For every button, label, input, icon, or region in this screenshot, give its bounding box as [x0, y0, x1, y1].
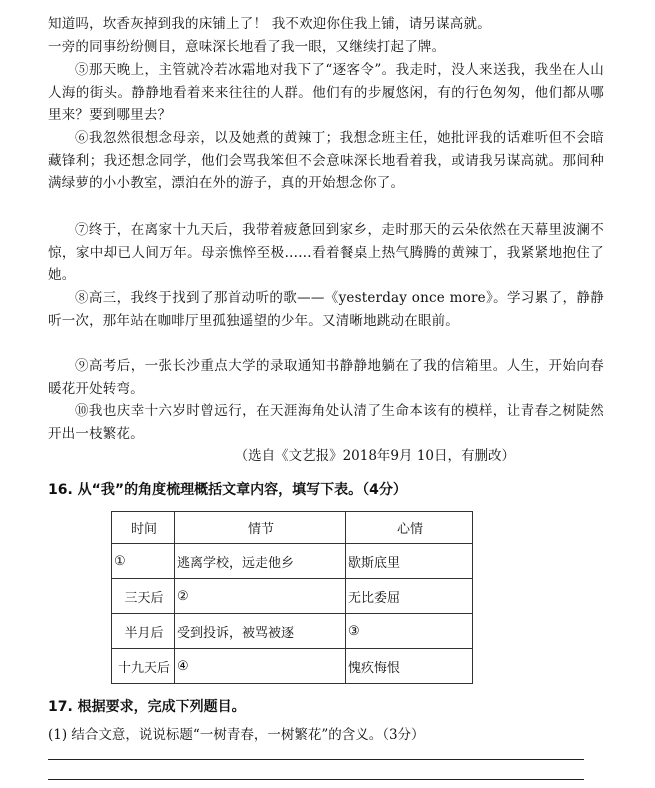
- table-row: [112, 649, 473, 684]
- table-cell: 歇斯底里: [346, 544, 473, 579]
- question-17-sub1: (1) 结合文意，说说标题“一树青春，一树繁花”的含义。（3分）: [48, 727, 425, 743]
- table-row: [112, 579, 473, 614]
- table-cell: 逃离学校，远走他乡: [175, 544, 346, 579]
- answer-line-2[interactable]: [48, 779, 584, 780]
- table-header-row: [112, 512, 473, 544]
- cell-blank-2[interactable]: ②: [175, 579, 346, 614]
- passage-line-1: 知道吗，坎香灰掉到我的床铺上了！ 我不欢迎你住我上铺，请另谋高就。: [48, 16, 491, 32]
- paragraph-7: ⑦终于，在离家十九天后，我带着疲惫回到家乡，走时那天的云朵依然在天幕里波澜不惊，家中却已人间万年。母亲憔悴至极……看着餐桌上热气腾腾的黄辣丁，我紧紧地抱住了她。: [48, 222, 604, 284]
- table-cell: 三天后: [112, 579, 175, 614]
- source-note: （选自《文艺报》2018年9月 10日，有删改）: [234, 448, 515, 464]
- question-16-table: [111, 511, 473, 684]
- table-row: [112, 544, 473, 579]
- table-cell: 无比委屈: [346, 579, 473, 614]
- cell-blank-1[interactable]: ①: [112, 544, 175, 579]
- header-mood: 心情: [346, 512, 473, 544]
- paragraph-9: ⑨高考后，一张长沙重点大学的录取通知书静静地躺在了我的信箱里。人生，开始向春暖花开处转弯。: [48, 358, 604, 397]
- header-plot: 情节: [175, 512, 346, 544]
- cell-blank-3[interactable]: ③: [346, 614, 473, 649]
- passage-line-2: 一旁的同事纷纷侧目，意味深长地看了我一眼，又继续打起了牌。: [48, 39, 446, 55]
- header-time: 时间: [112, 512, 175, 544]
- answer-line-1[interactable]: [48, 759, 584, 760]
- cell-blank-4[interactable]: ④: [175, 649, 346, 684]
- paragraph-6: ⑥我忽然很想念母亲，以及她煮的黄辣丁；我想念班主任，她批评我的话难听但不会暗藏锋利；我还想念同学，他们会骂我笨但不会意味深长地看着我，或请我另谋高就。那间种满绿萝的小小教室，漂泊在外的游子，真的开始想念你了。: [48, 130, 604, 192]
- table-cell: 受到投诉，被骂被逐: [175, 614, 346, 649]
- paragraph-8: ⑧高三，我终于找到了那首动听的歌——《yesterday once more》。学习累了，静静听一次，那年站在咖啡厅里孤独遥望的少年。又清晰地跳动在眼前。: [48, 290, 604, 329]
- table-cell: 愧疚悔恨: [346, 649, 473, 684]
- paragraph-5: ⑤那天晚上，主管就冷若冰霜地对我下了“逐客令”。我走时，没人来送我，我坐在人山人海的街头。静静地看着来来往往的人群。他们有的步履悠闲，有的行色匆匆，他们都从哪里来？要到哪里去？: [48, 62, 604, 124]
- question-17-title: 17. 根据要求，完成下列题目。: [48, 699, 246, 715]
- table-cell: 半月后: [112, 614, 175, 649]
- paragraph-10: ⑩我也庆幸十六岁时曾远行，在天涯海角处认清了生命本该有的模样，让青春之树陡然开出一枝繁花。: [48, 403, 604, 442]
- table-row: [112, 614, 473, 649]
- table-cell: 十九天后: [112, 649, 175, 684]
- question-16-title: 16. 从“我”的角度梳理概括文章内容，填写下表。（4分）: [48, 482, 407, 498]
